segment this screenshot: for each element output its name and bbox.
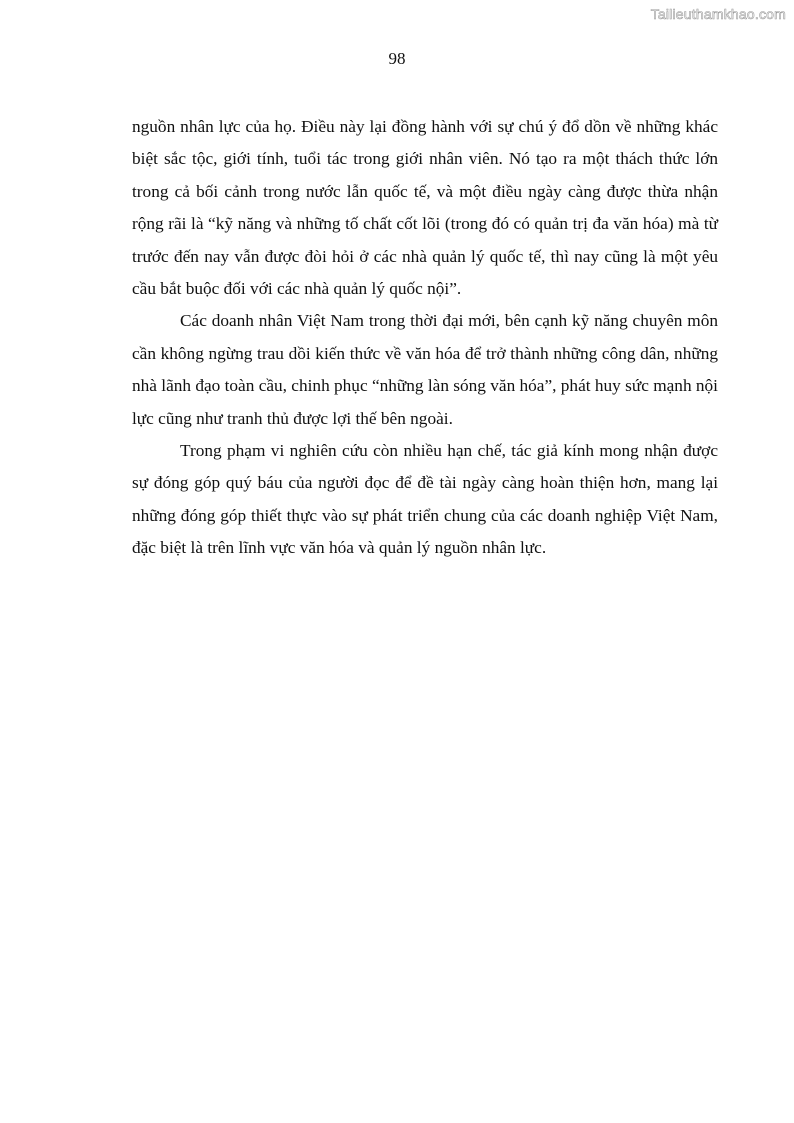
paragraph-doanh-nhan: Các doanh nhân Việt Nam trong thời đại mới, bên cạnh kỹ năng chuyên môn cần không ngừng trau dồi kiến thức về văn hóa để trở thành những công dân, những nhà lãnh đạo toàn cầu, chinh phục “những làn sóng văn hóa”, phát huy sức mạnh nội lực cũng như tranh thủ được lợi thế bên ngoài. [132,311,718,428]
document-body [132,111,718,565]
watermark-text: Tailieuthamkhao.com [650,6,786,22]
page-number: 98 [388,49,406,68]
paragraph-continued: nguồn nhân lực của họ. Điều này lại đồng hành với sự chú ý đổ dồn về những khác biệt sắc tộc, giới tính, tuổi tác trong giới nhân viên. Nó tạo ra một thách thức lớn trong cả bối cảnh trong nước lẫn quốc tế, và một điều ngày càng được thừa nhận rộng rãi là “kỹ năng và những tố chất cốt lõi (trong đó có quản trị đa văn hóa) mà từ trước đến nay vẫn được đòi hỏi ở các nhà quản lý quốc tế, thì nay cũng là một yêu cầu bắt buộc đối với các nhà quản lý quốc nội”. [132,117,718,299]
paragraph-ket-luan: Trong phạm vi nghiên cứu còn nhiều hạn chế, tác giả kính mong nhận được sự đóng góp quý báu của người đọc để đề tài ngày càng hoàn thiện hơn, mang lại những đóng góp thiết thực vào sự phát triển chung của các doanh nghiệp Việt Nam, đặc biệt là trên lĩnh vực văn hóa và quản lý nguồn nhân lực. [132,441,718,558]
